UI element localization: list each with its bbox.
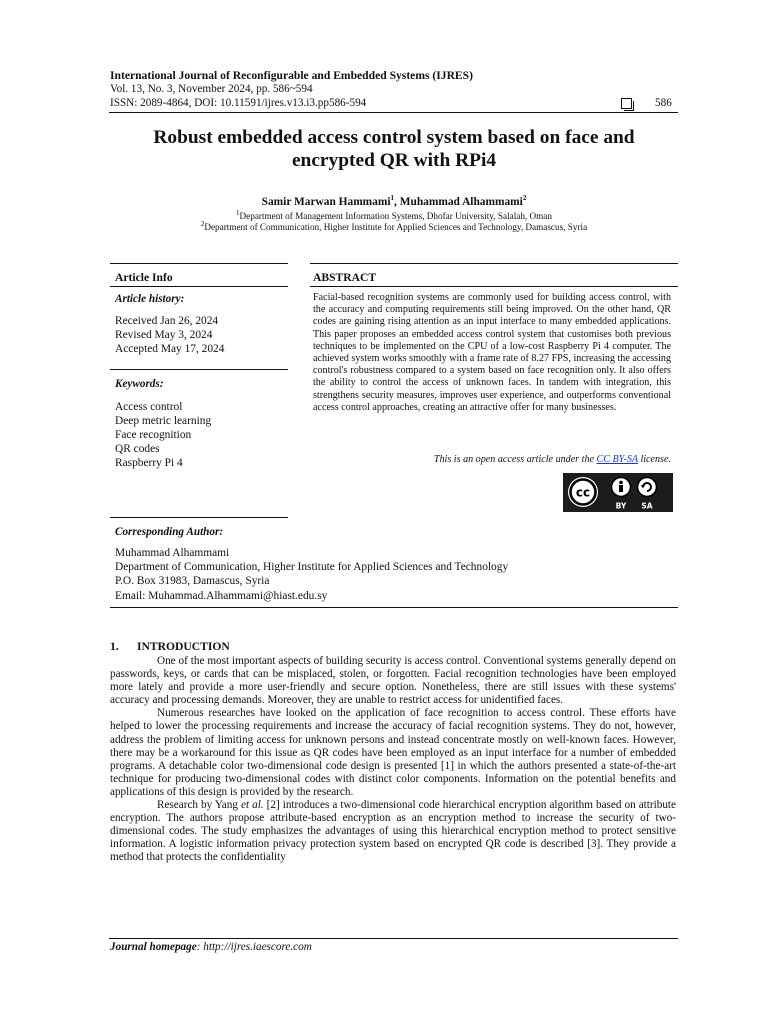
sa-label: SA: [641, 501, 653, 511]
keyword: Access control: [115, 401, 183, 413]
journal-homepage-url[interactable]: http://ijres.iaescore.com: [203, 941, 312, 953]
introduction-heading: [110, 640, 230, 653]
introduction-body: [110, 655, 676, 865]
keyword: QR codes: [115, 443, 160, 455]
paragraph-italic: et al.: [241, 799, 264, 812]
journal-homepage-label: Journal homepage: [110, 941, 197, 953]
footer: [110, 941, 312, 953]
author-name: Muhammad Alhammami: [399, 196, 523, 208]
paragraph-text: Research by Yang: [157, 799, 241, 812]
keywords-list: [115, 400, 211, 470]
affiliation: [110, 219, 678, 232]
author-list: [110, 196, 678, 208]
journal-volume: Vol. 13, No. 3, November 2024, pp. 586~594: [110, 83, 313, 95]
received-date: Received Jan 26, 2024: [115, 315, 219, 327]
cc-icon: [568, 477, 598, 507]
abstract-underline: [310, 286, 678, 287]
corresponding-author-address: P.O. Box 31983, Damascus, Syria: [115, 575, 270, 588]
journal-issn-doi: ISSN: 2089-4864, DOI: 10.11591/ijres.v13.i3.pp586-594: [110, 97, 367, 109]
keywords-heading: Keywords:: [115, 378, 164, 390]
article-info-rule: [110, 263, 288, 264]
paragraph-text: [2] introduces a two-dimensional code hierarchical encryption algorithm based on attribute encryption. The authors propose attribute-based encryption as an encryption method to increase the security of two-dimensional codes. The study emphasizes the advantages of using this hierarchical encryption method to protect sensitive information. A logistic information privacy protection system based on encrypted QR code is described [3]. They provide a method that protects the confidentiality: [110, 799, 676, 864]
keyword: Raspberry Pi 4: [115, 457, 183, 469]
article-info-underline: [110, 286, 288, 287]
revised-date: Revised May 3, 2024: [115, 329, 213, 341]
affiliation-text: Department of Communication, Higher Institute for Applied Sciences and Technology, Damascus, Syria: [204, 222, 588, 232]
cc-badge-graphic: [564, 474, 672, 511]
corresponding-author-email: Email: Muhammad.Alhammami@hiast.edu.sy: [115, 589, 328, 602]
article-info-heading: Article Info: [115, 271, 173, 284]
page-square-icon: [621, 98, 632, 109]
footer-rule: [109, 938, 678, 939]
intro-paragraph-3: [110, 799, 676, 864]
affiliation-mark: 1: [236, 208, 240, 217]
footer-colon: :: [196, 941, 204, 953]
svg-text:cc: cc: [575, 485, 591, 500]
corresponding-author-name: Muhammad Alhammami: [115, 547, 230, 559]
license-prefix: This is an open access article under the: [433, 454, 597, 465]
section-title: INTRODUCTION: [137, 640, 230, 653]
intro-paragraph-1: One of the most important aspects of building security is access control. Conventional systems generally depend on passwords, keys, or cards that can be misplaced, stolen, or forgotten. Facial recognition technologies have been employed more lately and provide a more user-friendly and secure option. Nonetheless, there are still issues with these systems' accuracy and processing demands. Moreover, they are unable to restrict access for unidentified faces.: [110, 655, 676, 707]
affiliation-text: Department of Management Information Systems, Dhofar University, Salalah, Oman: [239, 211, 552, 221]
front-matter-bottom-rule: [110, 607, 678, 608]
journal-title: International Journal of Reconfigurable and Embedded Systems (IJRES): [110, 69, 473, 82]
article-history-heading: Article history:: [115, 293, 185, 305]
header-rule: [109, 112, 678, 113]
abstract-heading: ABSTRACT: [313, 271, 377, 284]
corresponding-author-details: [115, 546, 508, 603]
corresponding-author-heading: Corresponding Author:: [115, 526, 224, 538]
section-number: 1.: [110, 640, 119, 653]
page-number: 586: [655, 97, 672, 109]
article-history-list: [115, 314, 224, 356]
paper-title-line-1: Robust embedded access control system based on face and: [153, 127, 635, 148]
paper-title: [110, 126, 678, 172]
affiliation-mark: 2: [200, 219, 205, 228]
author-affiliation-mark: 1: [390, 194, 395, 203]
author-separator: ,: [394, 196, 400, 208]
accepted-date: Accepted May 17, 2024: [115, 343, 225, 355]
intro-paragraph-2: Numerous researches have looked on the application of face recognition to access control. These efforts have helped to lower the processing requirements and increase the accuracy of facial recognition systems. They do not, however, address the problem of limiting access for unknown persons and instead concentrate mostly on well-known faces. However, there may be a workaround for this issue as QR codes have been employed as an input interface for a number of embedded programs. A detachable color two-dimensional code design is presented [1] in which the authors presented a state-of-the-art technique for producing two-dimensional codes with distinct color components. Information on the potential benefits and applications of this design is provided by the research.: [110, 707, 676, 798]
history-divider: [110, 369, 288, 370]
abstract-text: Facial-based recognition systems are commonly used for building access control, with the accuracy and computing requirements still being improved. On the other hand, QR codes are gaining rising attention as an input interface to many embedded applications. This paper proposes an embedded access control system that customises both previous techniques to be implemented on the CPU of a low-cost Raspberry Pi 4 computer. The achieved system works smoothly with a frame rate of 8.27 FPS, increasing the accessing control's robustness compared to a system based on face recognition only. It also offers the ability to control the access of unknown faces. In tandem with integration, this strengthens security measures, improves user experience, and outperforms conventional access control approaches, creating an attractive offer for many businesses.: [313, 292, 671, 413]
keyword: Face recognition: [115, 429, 192, 441]
cc-by-sa-badge[interactable]: [563, 473, 673, 512]
author-affiliation-mark: 2: [522, 194, 527, 203]
license-suffix: license.: [637, 454, 671, 465]
author-name: Samir Marwan Hammami: [261, 196, 391, 208]
license-link[interactable]: CC BY-SA: [596, 454, 638, 465]
keywords-bottom-rule: [110, 517, 288, 518]
by-icon: [612, 478, 631, 497]
affiliation: [110, 208, 678, 221]
abstract-rule: [310, 263, 678, 264]
corresponding-author-department: Department of Communication, Higher Institute for Applied Sciences and Technology: [115, 561, 509, 574]
license-statement: [313, 454, 671, 465]
by-label: BY: [615, 501, 627, 511]
paper-title-line-2: encrypted QR with RPi4: [291, 150, 497, 171]
sa-icon: [638, 478, 657, 497]
keyword: Deep metric learning: [115, 415, 212, 427]
